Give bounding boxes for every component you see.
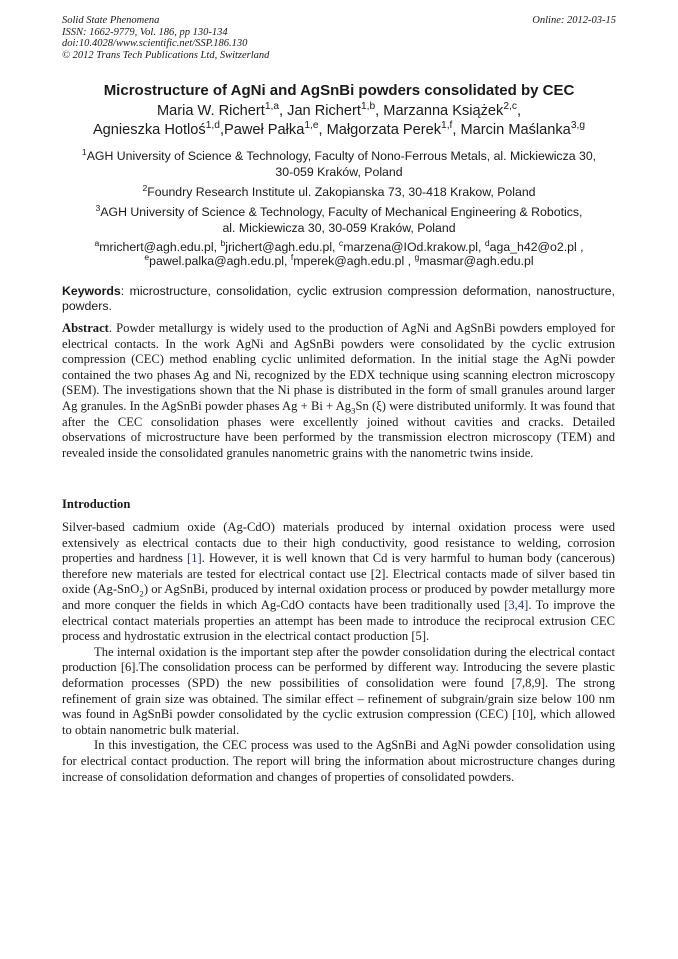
paragraph-text: . However, it is well known that Cd is very harmful to human body (cancerous) therefore new materials are tested for electrical contact use [2]. Electrical contacts made of silver based tin oxide (Ag-SnO xyxy=(62,551,615,597)
affiliation-text: Foundry Research Institute ul. Zakopianska 73, 30-418 Krakow, Poland xyxy=(147,185,536,199)
email-key: d xyxy=(484,237,490,248)
affiliation-2 xyxy=(0,182,678,201)
keywords-text: : microstructure, consolidation, cyclic extrusion compression deformation, nanostructure, powders. xyxy=(62,284,615,313)
affiliation-number: 2 xyxy=(142,182,148,193)
paragraph: In this investigation, the CEC process was used to the AgSnBi and AgNi powder consolidation using for electrical contact production. The report will bring the information about microstructure changes during increase of consolidation deformation and changes of properties of consolidated powders. xyxy=(62,738,615,784)
affiliation-number: 3 xyxy=(95,202,101,213)
email-list xyxy=(0,237,678,268)
email-key: a xyxy=(94,237,100,248)
paragraph xyxy=(62,520,615,645)
author-superscript: 3,g xyxy=(570,120,586,132)
citation-link[interactable]: [1] xyxy=(187,551,202,566)
keywords xyxy=(62,284,615,314)
citation-link[interactable]: [3,4] xyxy=(504,597,529,612)
email-key: e xyxy=(144,251,150,262)
author-name: Marzanna Książek xyxy=(383,103,504,119)
paragraph: The internal oxidation is the important step after the powder consolidation during the electrical contact production [6].The consolidation process can be performed by different way. Introducing the severe plastic deformation processes (SPD) the new possibilities of consolidation were found [7,8,9]. The strong refinement of grain size was obtained. The similar effect – refinement of subgrain/grain size below 100 nm was found in AgSnBi powder consolidated by the cyclic extrusion compression (CEC) [10], which allowed to obtain nanometric bulk material. xyxy=(62,644,615,737)
journal-header xyxy=(62,15,269,61)
email-address: marzena@IOd.krakow.pl, xyxy=(343,240,485,254)
author-name: Maria W. Richert xyxy=(156,103,265,119)
abstract xyxy=(62,321,615,461)
online-date: Online: 2012-03-15 xyxy=(532,15,616,26)
abstract-text: Sn (ξ) were distributed uniformly. It was found that after the CEC consolidation phases were excellently joined without cavities and cracks. Detailed observations of microstructure have been performed by the transmission electron microscopy (TEM) and revealed inside the consolidated granules nanometric grains with the nanometric twins inside. xyxy=(62,398,616,460)
author-name: Agnieszka Hotloś xyxy=(92,122,206,138)
copyright-line: © 2012 Trans Tech Publications Ltd, Switzerland xyxy=(62,49,270,61)
email-key: c xyxy=(338,237,344,248)
subscript: 2 xyxy=(139,588,144,599)
abstract-text: . Powder metallurgy is widely used to the production of AgNi and AgSnBi powders employed for electrical contacts. In the work AgNi and AgSnBi powders were consolidated by the cyclic extrusion compression (CEC) method enabling cyclic unlimited deformation. In the initial stage the AgNi powder contained the two phases Ag and Ni, recognized by the EDX technique using scanning electron microscopy (SEM). The investigations shown that the Ni phase is distributed in the form of small granules around larger Ag granules. In the AgSnBi powder phases Ag + Bi + Ag xyxy=(62,321,615,413)
paragraph-text: . To improve the electrical contact materials properties an attempt has been made to introduce the reciprocal extrusion CEC process and hydrostatic extrusion in the electrical contact production [5]. xyxy=(62,597,615,644)
paragraph-text: ) or AgSnBi, produced by internal oxidation process or produced by powder metallurgy more and more conquer the fields in which Ag-CdO contacts have been traditionally used xyxy=(62,582,615,612)
author-name: Jan Richert xyxy=(287,103,361,119)
affiliation-3 xyxy=(0,202,678,236)
affiliation-text: AGH University of Science & Technology, Faculty of Nono-Ferrous Metals, al. Mickiewicza 30, xyxy=(86,149,597,163)
journal-name: Solid State Phenomena xyxy=(62,15,160,26)
email-key: b xyxy=(220,237,226,248)
affiliation-text: al. Mickiewicza 30, 30-059 Kraków, Poland xyxy=(222,220,456,235)
affiliation-text: 30-059 Kraków, Poland xyxy=(275,164,403,179)
doi-line: doi:10.4028/www.scientific.net/SSP.186.130 xyxy=(62,38,248,49)
author-name: Marcin Maślanka xyxy=(460,122,571,138)
abstract-label: Abstract xyxy=(62,321,109,335)
author-superscript: 1,d xyxy=(205,120,220,132)
affiliation-1 xyxy=(0,146,678,180)
paragraph-text: Silver-based cadmium oxide (Ag-CdO) materials produced by internal oxidation process were used extensively as electrical contacts due to their high conductivity, good resistance to welding, corrosion properties and hardness xyxy=(62,520,615,566)
email-address: mperek@agh.edu.pl , xyxy=(293,253,415,268)
author-superscript: 2,c xyxy=(503,101,517,113)
introduction-body xyxy=(62,520,615,785)
author-superscript: 1,f xyxy=(441,120,453,132)
author-superscript: 1,e xyxy=(304,120,319,132)
affiliation-text: AGH University of Science & Technology, Faculty of Mechanical Engineering & Robotics, xyxy=(100,205,583,219)
author-name: Paweł Pałka xyxy=(224,122,305,138)
keywords-label: Keywords xyxy=(62,284,121,298)
author-list: Maria W. Richert$^{1,a}$, Jan Richert$^{1,b}$, Marzanna Książek$^{2,c}$, Agnieszka Hotloś$^{1,d}$,Paweł Pałka$^{1,e}$, Małgorzata Perek$^{1,f}$, Marcin Maślanka$^{3,g}$ xyxy=(92,101,586,138)
subscript: 3 xyxy=(351,405,356,416)
author-name: Małgorzata Perek xyxy=(326,122,442,138)
affiliation-number: 1 xyxy=(81,146,87,157)
email-address: mrichert@agh.edu.pl, xyxy=(99,240,221,254)
email-address: aga_h42@o2.pl , xyxy=(489,240,584,254)
issn-line: ISSN: 1662-9779, Vol. 186, pp 130-134 xyxy=(62,26,228,38)
email-key: g xyxy=(414,251,420,262)
author-superscript: 1,b xyxy=(360,101,376,113)
section-heading-introduction: Introduction xyxy=(62,497,131,511)
email-key: f xyxy=(290,251,294,262)
author-superscript: 1,a xyxy=(264,101,280,113)
email-address: masmar@agh.edu.pl xyxy=(419,253,534,268)
email-address: pawel.palka@agh.edu.pl, xyxy=(149,253,291,268)
email-address: jrichert@agh.edu.pl, xyxy=(225,240,339,254)
paper-title: Microstructure of AgNi and AgSnBi powders consolidated by CEC xyxy=(103,82,575,99)
